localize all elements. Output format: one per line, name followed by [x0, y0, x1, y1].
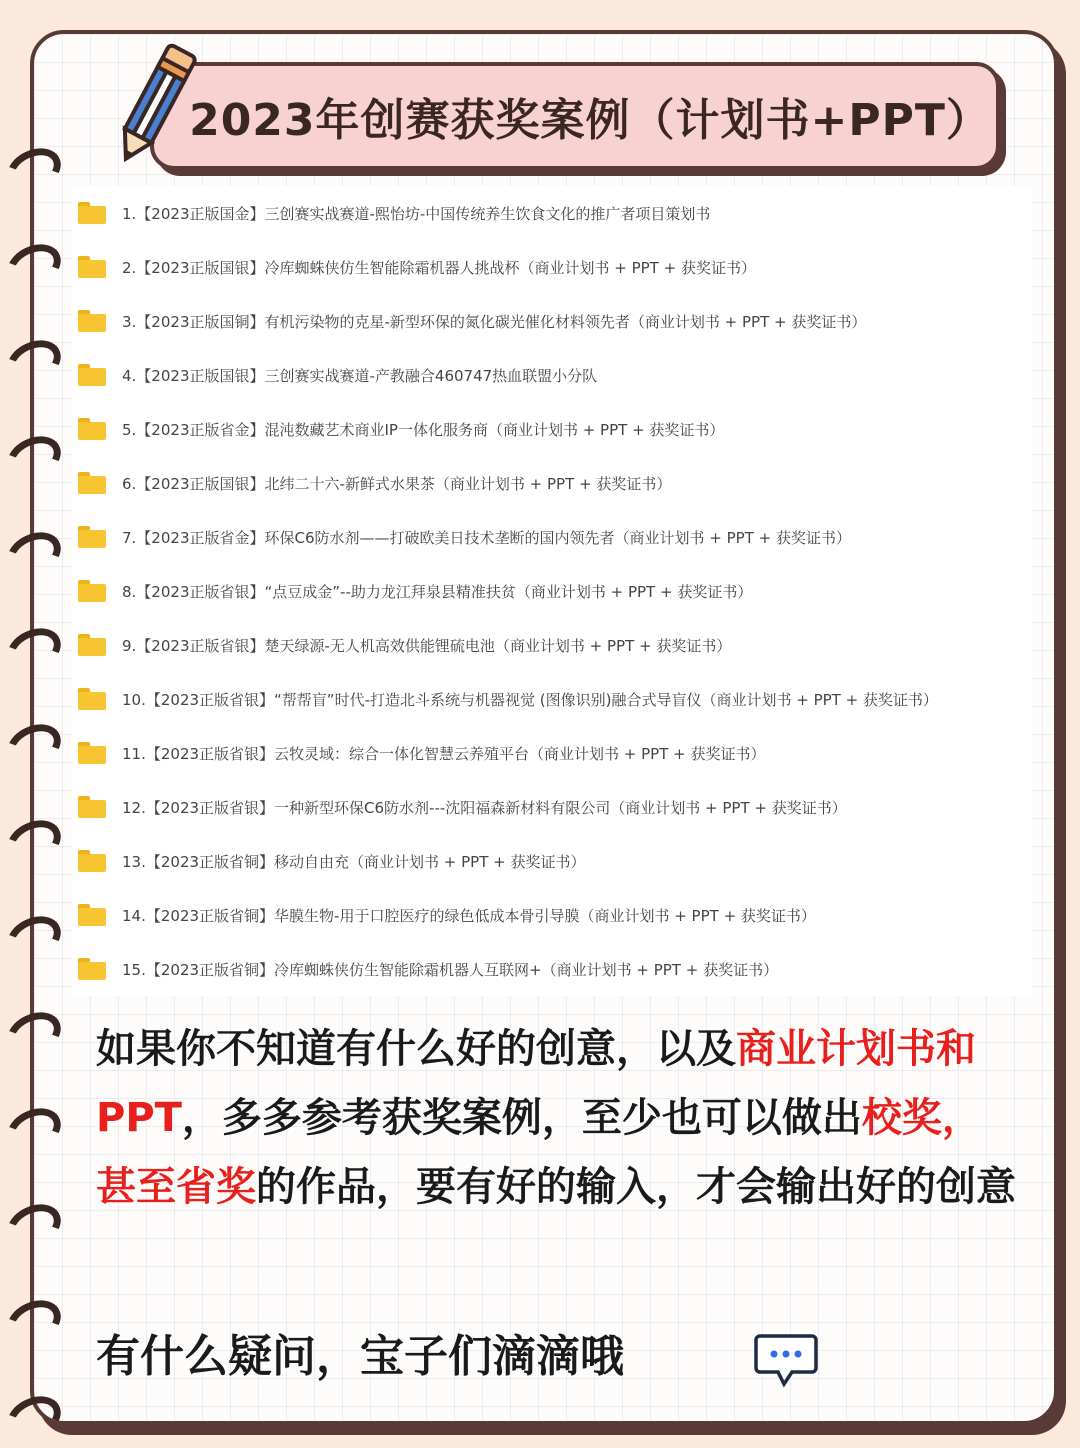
- file-name: 3.【2023正版国铜】有机污染物的克星-新型环保的氮化碳光催化材料领先者（商业计划书 + PPT + 获奖证书）: [122, 312, 867, 331]
- file-name: 11.【2023正版省银】云牧灵域：综合一体化智慧云养殖平台（商业计划书 + PPT + 获奖证书）: [122, 744, 766, 763]
- spiral-ring: [0, 140, 68, 200]
- spiral-ring: [0, 1004, 68, 1064]
- folder-icon: [78, 850, 106, 872]
- highlight-awards: 校奖，甚至省奖: [96, 1095, 982, 1210]
- file-list-item[interactable]: [72, 834, 1032, 888]
- body-text-3: 的作品，要有好的输入，才会输出好的创意: [256, 1164, 1016, 1210]
- folder-icon: [78, 202, 106, 224]
- body-text-2: ，多多参考获奖案例，至少也可以做出: [181, 1095, 862, 1141]
- file-name: 14.【2023正版省铜】华膜生物-用于口腔医疗的绿色低成本骨引导膜（商业计划书 + PPT + 获奖证书）: [122, 906, 816, 925]
- pencil-icon: [100, 34, 210, 174]
- spiral-ring: [0, 908, 68, 968]
- highlight-business-plan: 商业计划书和PPT: [96, 1026, 976, 1141]
- file-name: 2.【2023正版国银】冷库蜘蛛侠仿生智能除霜机器人挑战杯（商业计划书 + PPT + 获奖证书）: [122, 258, 756, 277]
- folder-icon: [78, 958, 106, 980]
- spiral-ring: [0, 332, 68, 392]
- file-name: 9.【2023正版省银】楚天绿源-无人机高效供能锂硫电池（商业计划书 + PPT + 获奖证书）: [122, 636, 732, 655]
- file-name: 5.【2023正版省金】混沌数藏艺术商业IP一体化服务商（商业计划书 + PPT + 获奖证书）: [122, 420, 725, 439]
- spiral-ring: [0, 1388, 68, 1448]
- file-list-item[interactable]: [72, 564, 1032, 618]
- folder-icon: [78, 472, 106, 494]
- file-list-item[interactable]: [72, 456, 1032, 510]
- spiral-ring: [0, 524, 68, 584]
- folder-icon: [78, 256, 106, 278]
- file-list-item[interactable]: [72, 888, 1032, 942]
- spiral-ring: [0, 812, 68, 872]
- spiral-ring: [0, 620, 68, 680]
- file-list-item[interactable]: [72, 240, 1032, 294]
- spiral-ring: [0, 1196, 68, 1256]
- folder-icon: [78, 796, 106, 818]
- file-list-item[interactable]: [72, 186, 1032, 240]
- file-name: 7.【2023正版省金】环保C6防水剂——打破欧美日技术垄断的国内领先者（商业计划书 + PPT + 获奖证书）: [122, 528, 851, 547]
- chat-bubble-icon: [754, 1330, 818, 1390]
- file-list-item[interactable]: [72, 672, 1032, 726]
- folder-icon: [78, 364, 106, 386]
- file-list-item[interactable]: [72, 510, 1032, 564]
- file-list-item[interactable]: [72, 726, 1032, 780]
- folder-icon: [78, 688, 106, 710]
- file-list-item[interactable]: [72, 618, 1032, 672]
- folder-icon: [78, 904, 106, 926]
- file-list-item[interactable]: [72, 780, 1032, 834]
- spiral-ring: [0, 236, 68, 296]
- spiral-ring: [0, 716, 68, 776]
- file-name: 1.【2023正版国金】三创赛实战赛道-熙怡坊-中国传统养生饮食文化的推广者项目策划书: [122, 204, 711, 223]
- file-name: 6.【2023正版国银】北纬二十六-新鲜式水果茶（商业计划书 + PPT + 获奖证书）: [122, 474, 672, 493]
- file-name: 4.【2023正版国银】三创赛实战赛道-产教融合460747热血联盟小分队: [122, 366, 598, 385]
- body-paragraph: [96, 1015, 1016, 1222]
- file-name: 8.【2023正版省银】“点豆成金”--助力龙江拜泉县精准扶贫（商业计划书 + PPT + 获奖证书）: [122, 582, 753, 601]
- file-list-item[interactable]: [72, 294, 1032, 348]
- file-list-item[interactable]: [72, 942, 1032, 996]
- body-text-1: 如果你不知道有什么好的创意，以及: [96, 1026, 736, 1072]
- folder-icon: [78, 634, 106, 656]
- file-list-item[interactable]: [72, 348, 1032, 402]
- spiral-binding: [0, 0, 80, 1443]
- spiral-ring: [0, 428, 68, 488]
- title-banner: [150, 62, 1000, 170]
- file-name: 10.【2023正版省银】“帮帮盲”时代-打造北斗系统与机器视觉 (图像识别)融合式导盲仪（商业计划书 + PPT + 获奖证书）: [122, 690, 938, 709]
- spiral-ring: [0, 1100, 68, 1160]
- spiral-ring: [0, 1292, 68, 1352]
- file-name: 12.【2023正版省银】一种新型环保C6防水剂---沈阳福森新材料有限公司（商业计划书 + PPT + 获奖证书）: [122, 798, 847, 817]
- file-name: 15.【2023正版省铜】冷库蜘蛛侠仿生智能除霜机器人互联网+（商业计划书 + PPT + 获奖证书）: [122, 960, 779, 979]
- file-list: [72, 186, 1032, 996]
- folder-icon: [78, 526, 106, 548]
- file-list-item[interactable]: [72, 402, 1032, 456]
- folder-icon: [78, 310, 106, 332]
- file-name: 13.【2023正版省铜】移动自由充（商业计划书 + PPT + 获奖证书）: [122, 852, 586, 871]
- page-title: 2023年创赛获奖案例（计划书+PPT）: [189, 95, 991, 146]
- folder-icon: [78, 580, 106, 602]
- folder-icon: [78, 742, 106, 764]
- folder-icon: [78, 418, 106, 440]
- question-text: 有什么疑问，宝子们滴滴哦: [96, 1331, 624, 1382]
